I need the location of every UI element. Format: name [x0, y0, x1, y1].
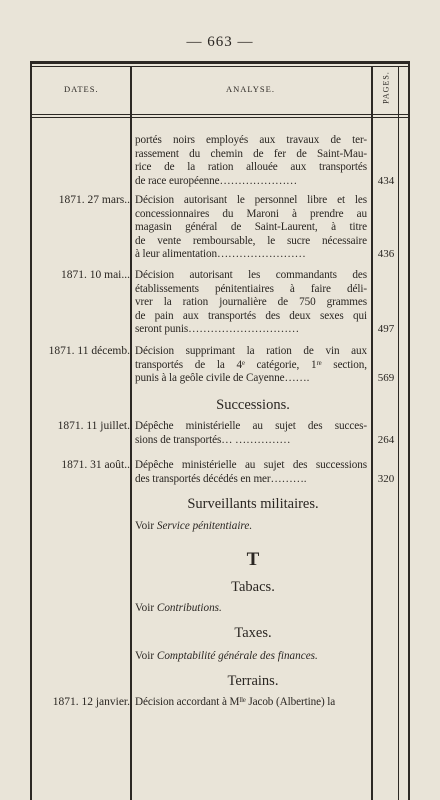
entry-date-5: 1871. 31 août.. [61, 459, 130, 471]
see-also-tabacs: Voir Contributions. [135, 602, 222, 614]
header-pages: PAGES. [381, 71, 391, 104]
entry-page-3: 569 [377, 372, 395, 384]
header-rule [30, 114, 410, 115]
left-border [30, 61, 32, 800]
see-also-taxes: Voir Comptabilité générale des finances. [135, 650, 318, 662]
section-heading-terrains: Terrains. [227, 673, 279, 689]
entry-page-0: 434 [377, 175, 395, 187]
entry-date-2: 1871. 10 mai... [61, 269, 130, 281]
entry-date-4: 1871. 11 juillet. [57, 420, 130, 432]
entry-date-6: 1871. 12 janvier. [52, 696, 130, 708]
entry-page-5: 320 [377, 473, 395, 485]
entry-text-5: Dépêche ministérielle au sujet des successions des transportés décédés en mer………. [135, 459, 367, 485]
dates-column-rule [130, 66, 132, 800]
top-rule-thick [30, 61, 410, 64]
entry-page-4: 264 [377, 434, 395, 446]
top-rule-thin [30, 66, 410, 67]
entry-text-3: Décision supprimant la ration de vin aux transportés de la 4ᵉ catégorie, 1ʳᵉ section, punis à la geôle civile de Cayenne……. [135, 345, 367, 384]
section-heading-successions: Successions. [216, 397, 290, 413]
page-number: — 663 — [186, 34, 254, 50]
see-also-surveillants: Voir Service pénitentiaire. [135, 520, 253, 532]
entry-text-1: Décision autorisant le personnel libre et les concessionnaires du Maroni à prendre au magasin général de Saint-Laurent, à titre de vente remboursable, le sucre nécessaire à leur alimentation…………………… [135, 194, 367, 260]
entry-text-6: Décision accordant à Mˡˡᵉ Jacob (Albertine) la [135, 696, 336, 708]
section-heading-tabacs: Tabacs. [231, 579, 275, 595]
header-analyse: ANALYSE. [226, 84, 275, 94]
entry-text-2: Décision autorisant les commandants des établissements pénitentiaires à faire déli- vrer la ration journalière de 750 grammes de pain aux transportés des deux sexes qui seront punis………………………… [135, 269, 367, 335]
section-heading-taxes: Taxes. [234, 625, 272, 641]
entry-page-1: 436 [377, 248, 395, 260]
header-rule-2 [30, 117, 410, 118]
header-dates: DATES. [64, 84, 99, 94]
right-border [408, 61, 410, 800]
entry-page-2: 497 [377, 323, 395, 335]
entry-date-1: 1871. 27 mars.. [58, 194, 130, 206]
entry-text-4: Dépêche ministérielle au sujet des succes- sions de transportés… …………… [135, 420, 367, 446]
letter-heading-t: T [246, 549, 260, 570]
entry-date-3: 1871. 11 décemb. [48, 345, 130, 357]
entry-text-0: portés noirs employés aux travaux de ter- rassement du chemin de fer de Saint-Mau- rice de la ration allouée aux transportés de race européenne………………… [135, 134, 367, 187]
section-heading-surveillants: Surveillants militaires. [187, 496, 319, 512]
